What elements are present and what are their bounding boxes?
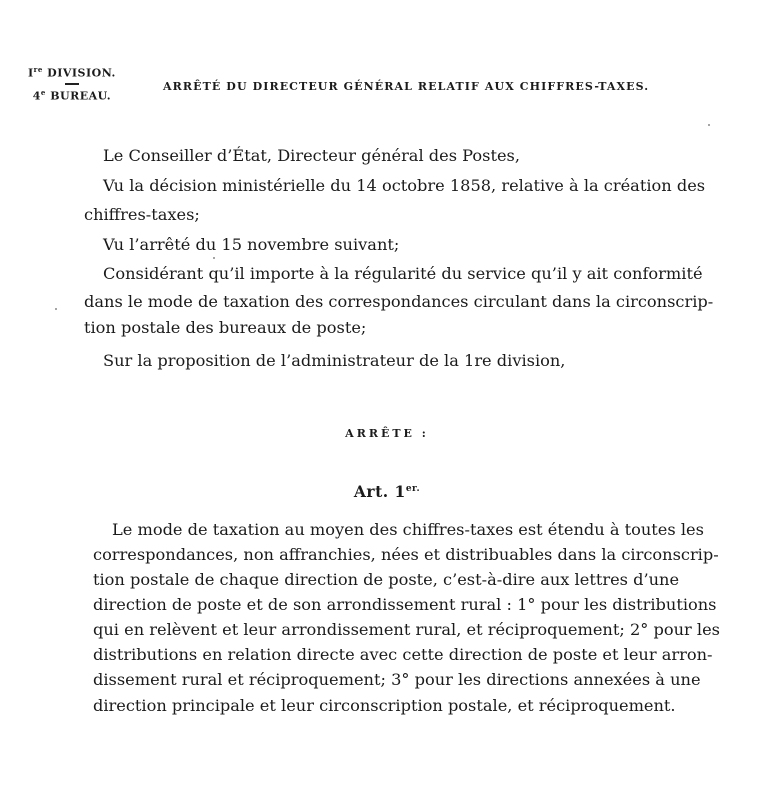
article-line: direction principale et leur circonscription postale, et réciproquement. (93, 696, 676, 715)
article-line: Le mode de taxation au moyen des chiffres-taxes est étendu à toutes les (112, 520, 704, 539)
paper-speck (213, 257, 215, 259)
preamble-line: Vu la décision ministérielle du 14 octobre 1858, relative à la création des (103, 176, 706, 195)
paper-speck (55, 308, 57, 310)
preamble-line: tion postale des bureaux de poste; (84, 318, 367, 337)
preamble-line: chiffres-taxes; (84, 205, 200, 224)
preamble-line: Le Conseiller d’État, Directeur général des Postes, (103, 146, 521, 165)
preamble-line: dans le mode de taxation des correspondances circulant dans la circonscrip- (84, 292, 714, 311)
preamble-line: Sur la proposition de l’administrateur de la 1re division, (103, 351, 566, 370)
article-line: direction de poste et de son arrondissement rural : 1° pour les distributions (93, 595, 717, 614)
bureau-line: 4e BUREAU. (32, 87, 112, 103)
article-heading: Art. $1^{er.}$ (353, 482, 421, 501)
preamble-line: Considérant qu’il importe à la régularité du service qu’il y ait conformité (103, 264, 703, 283)
article-line: distributions en relation directe avec cette direction de poste et leur arron- (93, 645, 713, 664)
document-title: ARRÊTÉ DU DIRECTEUR GÉNÉRAL RELATIF AUX CHIFFRES-TAXES. (163, 80, 650, 93)
article-line: dissement rural et réciproquement; 3° pour les directions annexées à une (93, 670, 701, 689)
arrete-heading: ARRÊTE : (345, 427, 429, 440)
separator-dash (65, 83, 79, 85)
division-line: Ire DIVISION. (28, 65, 116, 80)
article-line: correspondances, non affranchies, nées et distribuables dans la circonscrip- (93, 545, 719, 564)
preamble-line: Vu l’arrêté du 15 novembre suivant; (103, 235, 400, 254)
article-line: qui en relèvent et leur arrondissement rural, et réciproquement; 2° pour les (93, 620, 720, 639)
article-line: tion postale de chaque direction de poste, c’est-à-dire aux lettres d’une (93, 570, 680, 589)
paper-speck (708, 124, 710, 126)
division-bureau-label (28, 64, 116, 102)
